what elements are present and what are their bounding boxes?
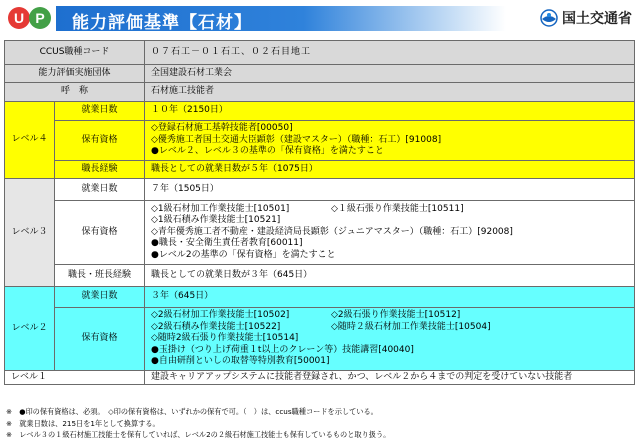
qual-item: ◇優秀施工者国土交通大臣顕彰（建設マスター）（職種：石工）[91008]: [151, 134, 442, 145]
level2-label: レベル２: [5, 287, 55, 371]
level2-qual-row: [5, 308, 635, 371]
level3-exp-value: 職長としての就業日数が３年（645日）: [145, 265, 635, 287]
qual-item: ●レベル2の基準の「保有資格」を満たすこと: [151, 249, 336, 260]
footnote: ※ レベル３の１級石材施工技能士を保有していれば、レベル2の２級石材施工技能士も保有しているものと取り扱う。: [6, 430, 391, 439]
level3-exp-row: [5, 265, 635, 287]
level4-label: レベル４: [5, 102, 55, 179]
title-value: 石材施工技能者: [145, 83, 635, 102]
ccus-row: [5, 41, 635, 65]
org-row: [5, 65, 635, 83]
level2-days-value: ３年（645日）: [145, 287, 635, 308]
qual-item: ◇１級石張り作業技能士[10511]: [331, 203, 464, 214]
qual-item: ●レベル２、レベル３の基準の「保有資格」を満たすこと: [151, 146, 384, 157]
level4-days-row: [5, 102, 635, 121]
org-value: 全国建設石材工業会: [145, 65, 635, 83]
level3-label: レベル３: [5, 179, 55, 287]
up-logo-icon: [7, 4, 57, 32]
ministry-logo: [540, 8, 632, 28]
level4-exp-label: 職長経験: [55, 161, 145, 179]
qual-item: ◇随時2級石張り作業技能士[10514]: [151, 333, 299, 344]
level3-exp-label: 職長・班長経験: [55, 265, 145, 287]
ministry-mark-icon: [540, 9, 558, 27]
page-title: 能力評価基準【石材】: [72, 13, 252, 33]
level2-days-label: 就業日数: [55, 287, 145, 308]
level3-days-row: [5, 179, 635, 201]
qual-item: ◇2級石積み作業技能士[10522]: [151, 321, 281, 332]
ccus-label: CCUS職種コード: [5, 41, 145, 65]
level4-qual-row: [5, 121, 635, 161]
title-label: 呼 称: [5, 83, 145, 102]
qual-item: ◇2級石張り作業技能士[10512]: [331, 310, 461, 321]
level2-days-row: [5, 287, 635, 308]
qual-item: ●職長・安全衛生責任者教育[60011]: [151, 238, 303, 249]
footnotes: [6, 406, 634, 441]
level3-qual-list: [145, 201, 635, 265]
level2-qual-list: [145, 308, 635, 371]
level3-days-value: ７年（1505日）: [145, 179, 635, 201]
level1-row: [5, 371, 635, 385]
qual-item: ●自由研削といしの取替等特別教育[50001]: [151, 356, 330, 367]
level4-qual-list: [145, 121, 635, 161]
svg-text:P: P: [35, 10, 45, 26]
footnote: ※ 就業日数は、215日を1年として換算する。: [6, 418, 160, 428]
qual-item: ◇青年優秀施工者不動産・建設経済局長顕彰（ジュニアマスター）（職種：石工）[92008]: [151, 226, 513, 237]
evaluation-table: [4, 40, 635, 385]
footnote: ※ ●印の保有資格は、必須。 ◇印の保有資格は、いずれかの保有で可。（ ）は、ccus職種コードを示している。: [6, 407, 378, 416]
qual-item-pair: [151, 204, 628, 216]
level1-value: 建設キャリアアップシステムに技能者登録され、かつ、レベル２から４までの判定を受けていない技能者: [145, 371, 635, 385]
level3-qual-label: 保有資格: [55, 201, 145, 265]
level4-days-label: 就業日数: [55, 102, 145, 121]
svg-text:U: U: [13, 10, 25, 26]
page-header: [0, 0, 640, 36]
level4-exp-row: [5, 161, 635, 179]
level4-days-value: １０年（2150日）: [145, 102, 635, 121]
qual-item: ●玉掛け（つり上げ荷重１t以上のクレーン等）技能講習[40040]: [151, 344, 414, 355]
ccus-value: ０７石工－０１石工、０２石目地工: [145, 41, 635, 65]
qual-item: ◇登録石材施工基幹技能者[00050]: [151, 123, 293, 134]
qual-item: ◇1級石材加工作業技能士[10501]: [151, 203, 290, 214]
level1-label: レベル１: [5, 371, 145, 385]
level4-exp-value: 職長としての就業日数が５年（1075日）: [145, 161, 635, 179]
qual-item: ◇2級石材加工作業技能士[10502]: [151, 310, 290, 321]
level2-qual-label: 保有資格: [55, 308, 145, 371]
ministry-name: 国土交通省: [562, 11, 632, 27]
qual-item-pair: [151, 322, 628, 334]
level3-qual-row: [5, 201, 635, 265]
title-row: [5, 83, 635, 102]
qual-item-pair: [151, 310, 628, 322]
level4-qual-label: 保有資格: [55, 121, 145, 161]
level3-days-label: 就業日数: [55, 179, 145, 201]
qual-item: ◇随時２級石材加工作業技能士[10504]: [331, 321, 491, 332]
qual-item: ◇1級石積み作業技能士[10521]: [151, 215, 281, 226]
org-label: 能力評価実施団体: [5, 65, 145, 83]
